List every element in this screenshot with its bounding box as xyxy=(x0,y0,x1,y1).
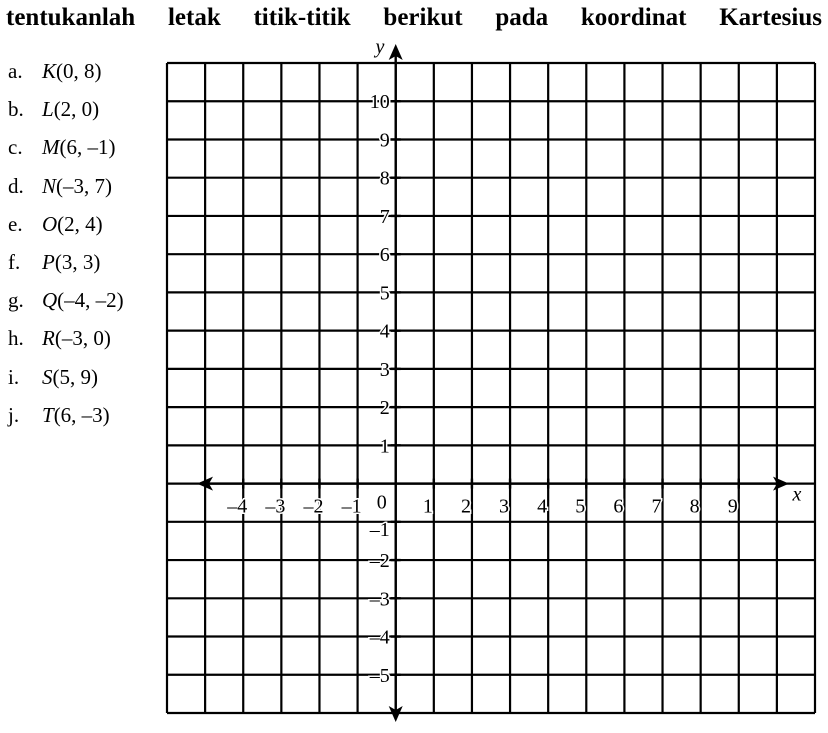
title-word: letak xyxy=(167,4,221,31)
x-axis-label: x xyxy=(792,483,802,506)
x-tick-label: 8 xyxy=(689,495,700,518)
item-label: a. xyxy=(8,59,23,83)
y-tick-label: 5 xyxy=(379,282,390,305)
item-label: b. xyxy=(8,97,24,122)
x-tick-label: –3 xyxy=(265,495,286,518)
point-name: O xyxy=(42,211,58,236)
point-coords: (6, –3) xyxy=(53,402,110,427)
x-tick-label: 1 xyxy=(422,495,433,518)
point-coords: (–3, 0) xyxy=(54,326,111,351)
point-name: N xyxy=(42,173,57,198)
y-tick-label: –3 xyxy=(369,588,390,611)
title-word: pada xyxy=(495,4,549,31)
point-name: Q xyxy=(42,288,58,313)
item-label: g. xyxy=(8,288,24,313)
point-name: S xyxy=(42,364,53,389)
x-tick-label: –2 xyxy=(303,495,324,518)
point-name: L xyxy=(42,97,54,122)
y-tick-label: 4 xyxy=(379,320,390,343)
item-label: h. xyxy=(8,326,24,351)
x-tick-label: 0 xyxy=(376,491,387,514)
item-label: e. xyxy=(8,211,23,236)
y-tick-label: 7 xyxy=(379,205,390,228)
x-tick-label: 5 xyxy=(575,495,586,518)
x-tick-label: 7 xyxy=(651,495,662,518)
y-tick-label: 1 xyxy=(379,435,390,458)
item-label: c. xyxy=(8,135,23,160)
point-coords: (0, 8) xyxy=(56,59,102,83)
y-tick-label: 3 xyxy=(379,358,390,381)
title-word: tentukanlah xyxy=(6,4,136,31)
x-tick-label: 4 xyxy=(537,495,548,518)
point-coords: (3, 3) xyxy=(54,249,101,274)
point-name: R xyxy=(42,326,55,351)
point-name: K xyxy=(42,59,57,83)
x-tick-label: 3 xyxy=(499,495,510,518)
x-tick-label: 2 xyxy=(460,495,471,518)
y-tick-label: –1 xyxy=(369,518,390,541)
point-coords: (–4, –2) xyxy=(57,288,124,313)
point-name: T xyxy=(42,402,54,427)
title-word: koordinat xyxy=(580,4,687,31)
point-coords: (2, 4) xyxy=(57,211,103,236)
y-axis-label: y xyxy=(375,36,385,58)
y-tick-label: –4 xyxy=(369,626,390,649)
x-tick-label: 6 xyxy=(613,495,624,518)
y-tick-label: –5 xyxy=(369,664,390,687)
point-coords: (–3, 7) xyxy=(56,173,113,198)
point-coords: (6, –1) xyxy=(59,135,116,160)
x-tick-label: –1 xyxy=(341,495,362,518)
title-word: titik-titik xyxy=(253,4,351,31)
point-name: M xyxy=(42,135,60,160)
y-tick-label: –2 xyxy=(369,550,390,573)
y-tick-label: 10 xyxy=(369,91,390,114)
title-word: berikut xyxy=(383,4,463,31)
item-label: d. xyxy=(8,173,24,198)
point-coords: (2, 0) xyxy=(53,97,100,122)
point-coords: (5, 9) xyxy=(52,364,98,389)
item-label: f. xyxy=(8,249,21,274)
title-word: Kartesius xyxy=(719,4,822,31)
y-tick-label: 9 xyxy=(379,129,390,152)
x-tick-label: –4 xyxy=(227,495,248,518)
y-tick-label: 8 xyxy=(379,167,390,190)
item-label: i. xyxy=(8,364,20,389)
point-name: P xyxy=(42,249,55,274)
item-label: j. xyxy=(8,402,20,427)
x-tick-label: 9 xyxy=(727,495,738,518)
y-tick-label: 2 xyxy=(379,397,390,420)
y-tick-label: 6 xyxy=(379,244,390,267)
